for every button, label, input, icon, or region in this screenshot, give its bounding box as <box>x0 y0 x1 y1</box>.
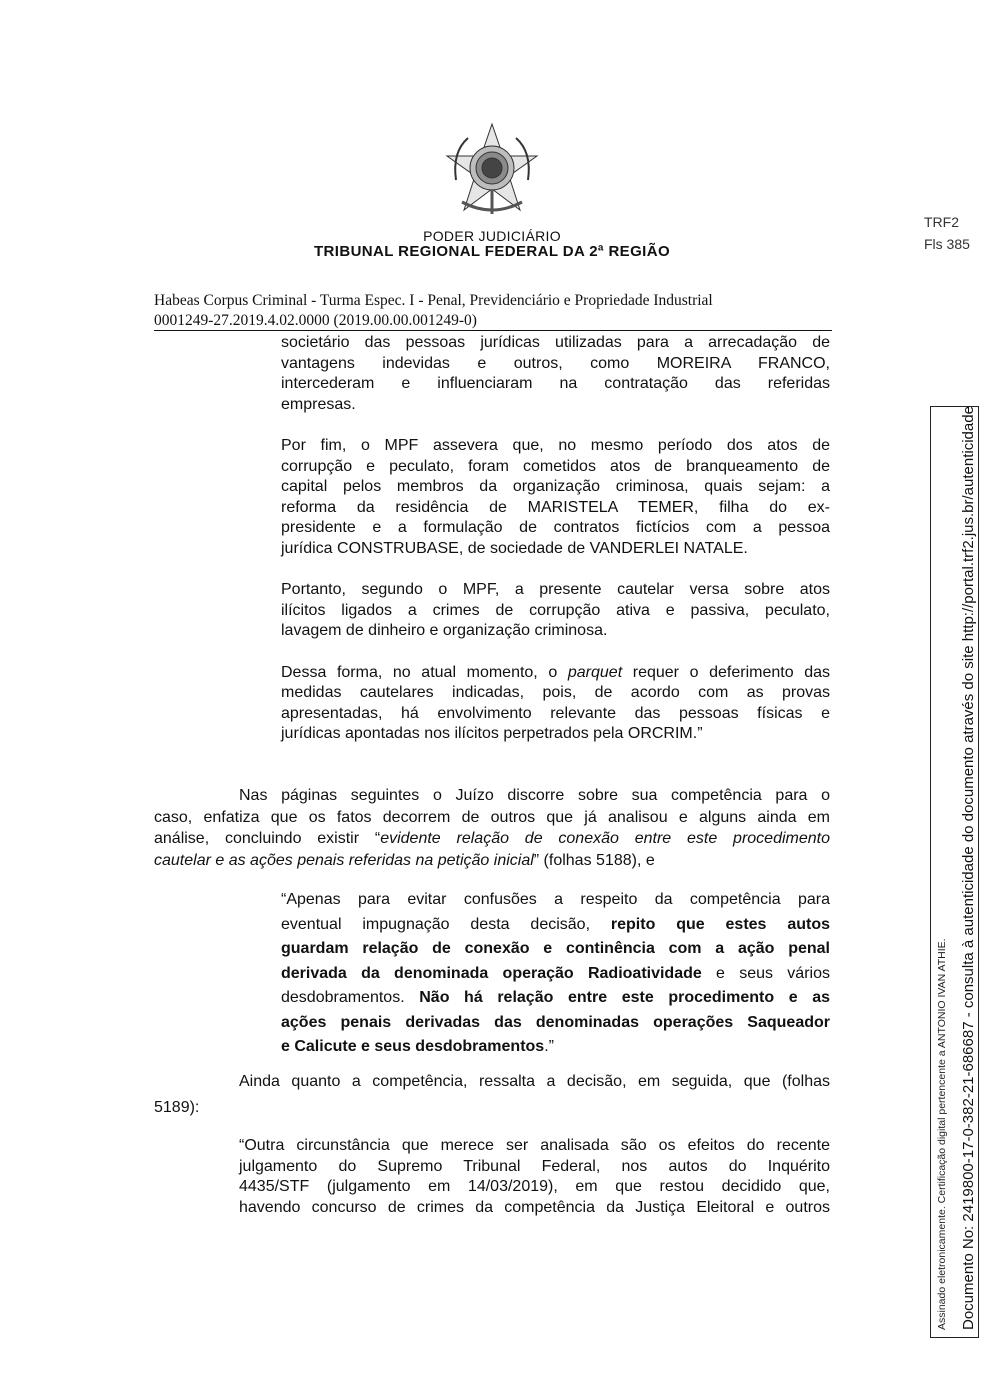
quote-block-stf <box>239 1136 830 1218</box>
text-line: Ainda quanto a competência, ressalta a decisão, em seguida, que (folhas <box>239 1073 830 1090</box>
digital-signature-note: Assinado eletronicamente. Certificação digital pertencente a ANTONIO IVAN ATHIE. <box>936 938 948 1330</box>
text-line <box>281 663 830 684</box>
text-line <box>154 852 655 869</box>
quote-paragraph <box>281 663 830 745</box>
court-stamp: TRF2 <box>924 214 959 230</box>
text-line: “Outra circunstância que merece ser analisada são os efeitos do recente <box>239 1137 830 1154</box>
text-line: empresas. <box>281 395 356 413</box>
italic-quote: cautelar e as ações penais referidas na petição inicial <box>154 851 534 869</box>
page-folio-stamp: Fls 385 <box>924 236 970 252</box>
text-line: jurídicas apontadas nos ilícitos perpetrados pela ORCRIM.” <box>281 725 703 743</box>
text-line: Portanto, segundo o MPF, a presente cautelar versa sobre atos <box>281 581 830 599</box>
text-line: Por fim, o MPF assevera que, no mesmo período dos atos de <box>281 436 830 454</box>
text-run: requer o deferimento das <box>622 663 831 681</box>
text-line <box>281 986 830 1011</box>
text-line: reforma da residência de MARISTELA TEMER, filha do ex- <box>281 498 830 516</box>
text-run: e seus vários <box>701 964 830 982</box>
text-line: presidente e a formulação de contratos fictícios com a pessoa <box>281 519 830 537</box>
text-line: havendo concurso de crimes da competência da Justiça Eleitoral e outros <box>239 1198 830 1216</box>
authenticity-link[interactable]: Documento No: 2419800-17-0-382-21-686687 - consulta à autenticidade do documento através do site http://portal.trf2.jus.br/autenticidade <box>960 406 977 1330</box>
text-line: 4435/STF (julgamento em 14/03/2019), em que restou decidido que, <box>239 1178 830 1195</box>
text-line <box>281 1011 830 1036</box>
text-line <box>154 828 830 850</box>
text-run: análise, concluindo existir “ <box>154 830 381 847</box>
text-run: desdobramentos. <box>281 989 420 1006</box>
text-run: Dessa forma, no atual momento, o <box>281 663 568 681</box>
case-title: Habeas Corpus Criminal - Turma Espec. I - Penal, Previdenciário e Propriedade Industrial <box>154 292 713 309</box>
text-line: corrupção e peculato, foram cometidos atos de branqueamento de <box>281 457 830 475</box>
text-line <box>281 937 830 962</box>
text-line <box>281 962 830 987</box>
poder-judiciario-heading: PODER JUDICIÁRIO <box>423 228 561 244</box>
narrative-paragraph <box>154 785 830 871</box>
case-number: 0001249-27.2019.4.02.0000 (2019.00.00.001249-0) <box>154 312 477 329</box>
bold-run: e Calicute e seus desdobramentos <box>281 1038 545 1055</box>
folhas-reference: 5189): <box>154 1099 200 1116</box>
bold-run: ações penais derivadas das denominadas operações Saqueador <box>281 1013 830 1031</box>
text-line: Nas páginas seguintes o Juízo discorre sobre sua competência para o <box>239 787 830 804</box>
text-line: vantagens indevidas e outros, como MOREIRA FRANCO, <box>281 354 830 372</box>
text-line: ilícitos ligados a crimes de corrupção ativa e passiva, peculato, <box>281 601 830 619</box>
text-line <box>281 1038 554 1055</box>
text-line: lavagem de dinheiro e organização criminosa. <box>281 622 608 640</box>
text-line <box>281 913 830 938</box>
italic-term: parquet <box>567 663 623 681</box>
brazil-coat-of-arms-emblem <box>442 122 542 222</box>
quote-paragraph <box>281 580 830 642</box>
header-divider <box>154 330 832 331</box>
bold-run: repito que estes autos <box>610 915 830 933</box>
tribunal-heading: TRIBUNAL REGIONAL FEDERAL DA 2ª REGIÃO <box>313 243 671 260</box>
italic-quote: evidente relação de conexão entre este procedimento <box>380 830 830 847</box>
text-line: caso, enfatiza que os fatos decorrem de outros que já analisou e alguns ainda em <box>154 808 830 826</box>
text-line: societário das pessoas jurídicas utilizadas para a arrecadação de <box>281 334 830 351</box>
text-run: .” <box>544 1038 554 1055</box>
quote-block-mpf <box>281 333 830 745</box>
text-line: apresentadas, há envolvimento relevante das pessoas físicas e <box>281 704 830 722</box>
text-line: intercederam e influenciaram na contratação das referidas <box>281 375 830 393</box>
text-line: jurídica CONSTRUBASE, de sociedade de VANDERLEI NATALE. <box>281 539 748 557</box>
text-line: “Apenas para evitar confusões a respeito da competência para <box>281 891 830 908</box>
text-line: capital pelos membros da organização criminosa, quais sejam: a <box>281 478 830 496</box>
text-run: ” (folhas 5188), e <box>533 851 655 869</box>
bold-run: guardam relação de conexão e continência com a ação penal <box>281 940 830 957</box>
text-line: julgamento do Supremo Tribunal Federal, nos autos do Inquérito <box>239 1157 830 1175</box>
quote-block-competencia <box>281 888 830 1060</box>
quote-paragraph <box>281 436 830 560</box>
bold-run: derivada da denominada operação Radioatividade <box>281 964 702 982</box>
text-run: eventual impugnação desta decisão, <box>281 915 611 933</box>
quote-paragraph <box>281 333 830 415</box>
ainda-paragraph <box>239 1073 830 1091</box>
bold-run: Não há relação entre este procedimento e as <box>419 989 831 1006</box>
text-line: medidas cautelares indicadas, pois, de acordo com as provas <box>281 684 830 702</box>
